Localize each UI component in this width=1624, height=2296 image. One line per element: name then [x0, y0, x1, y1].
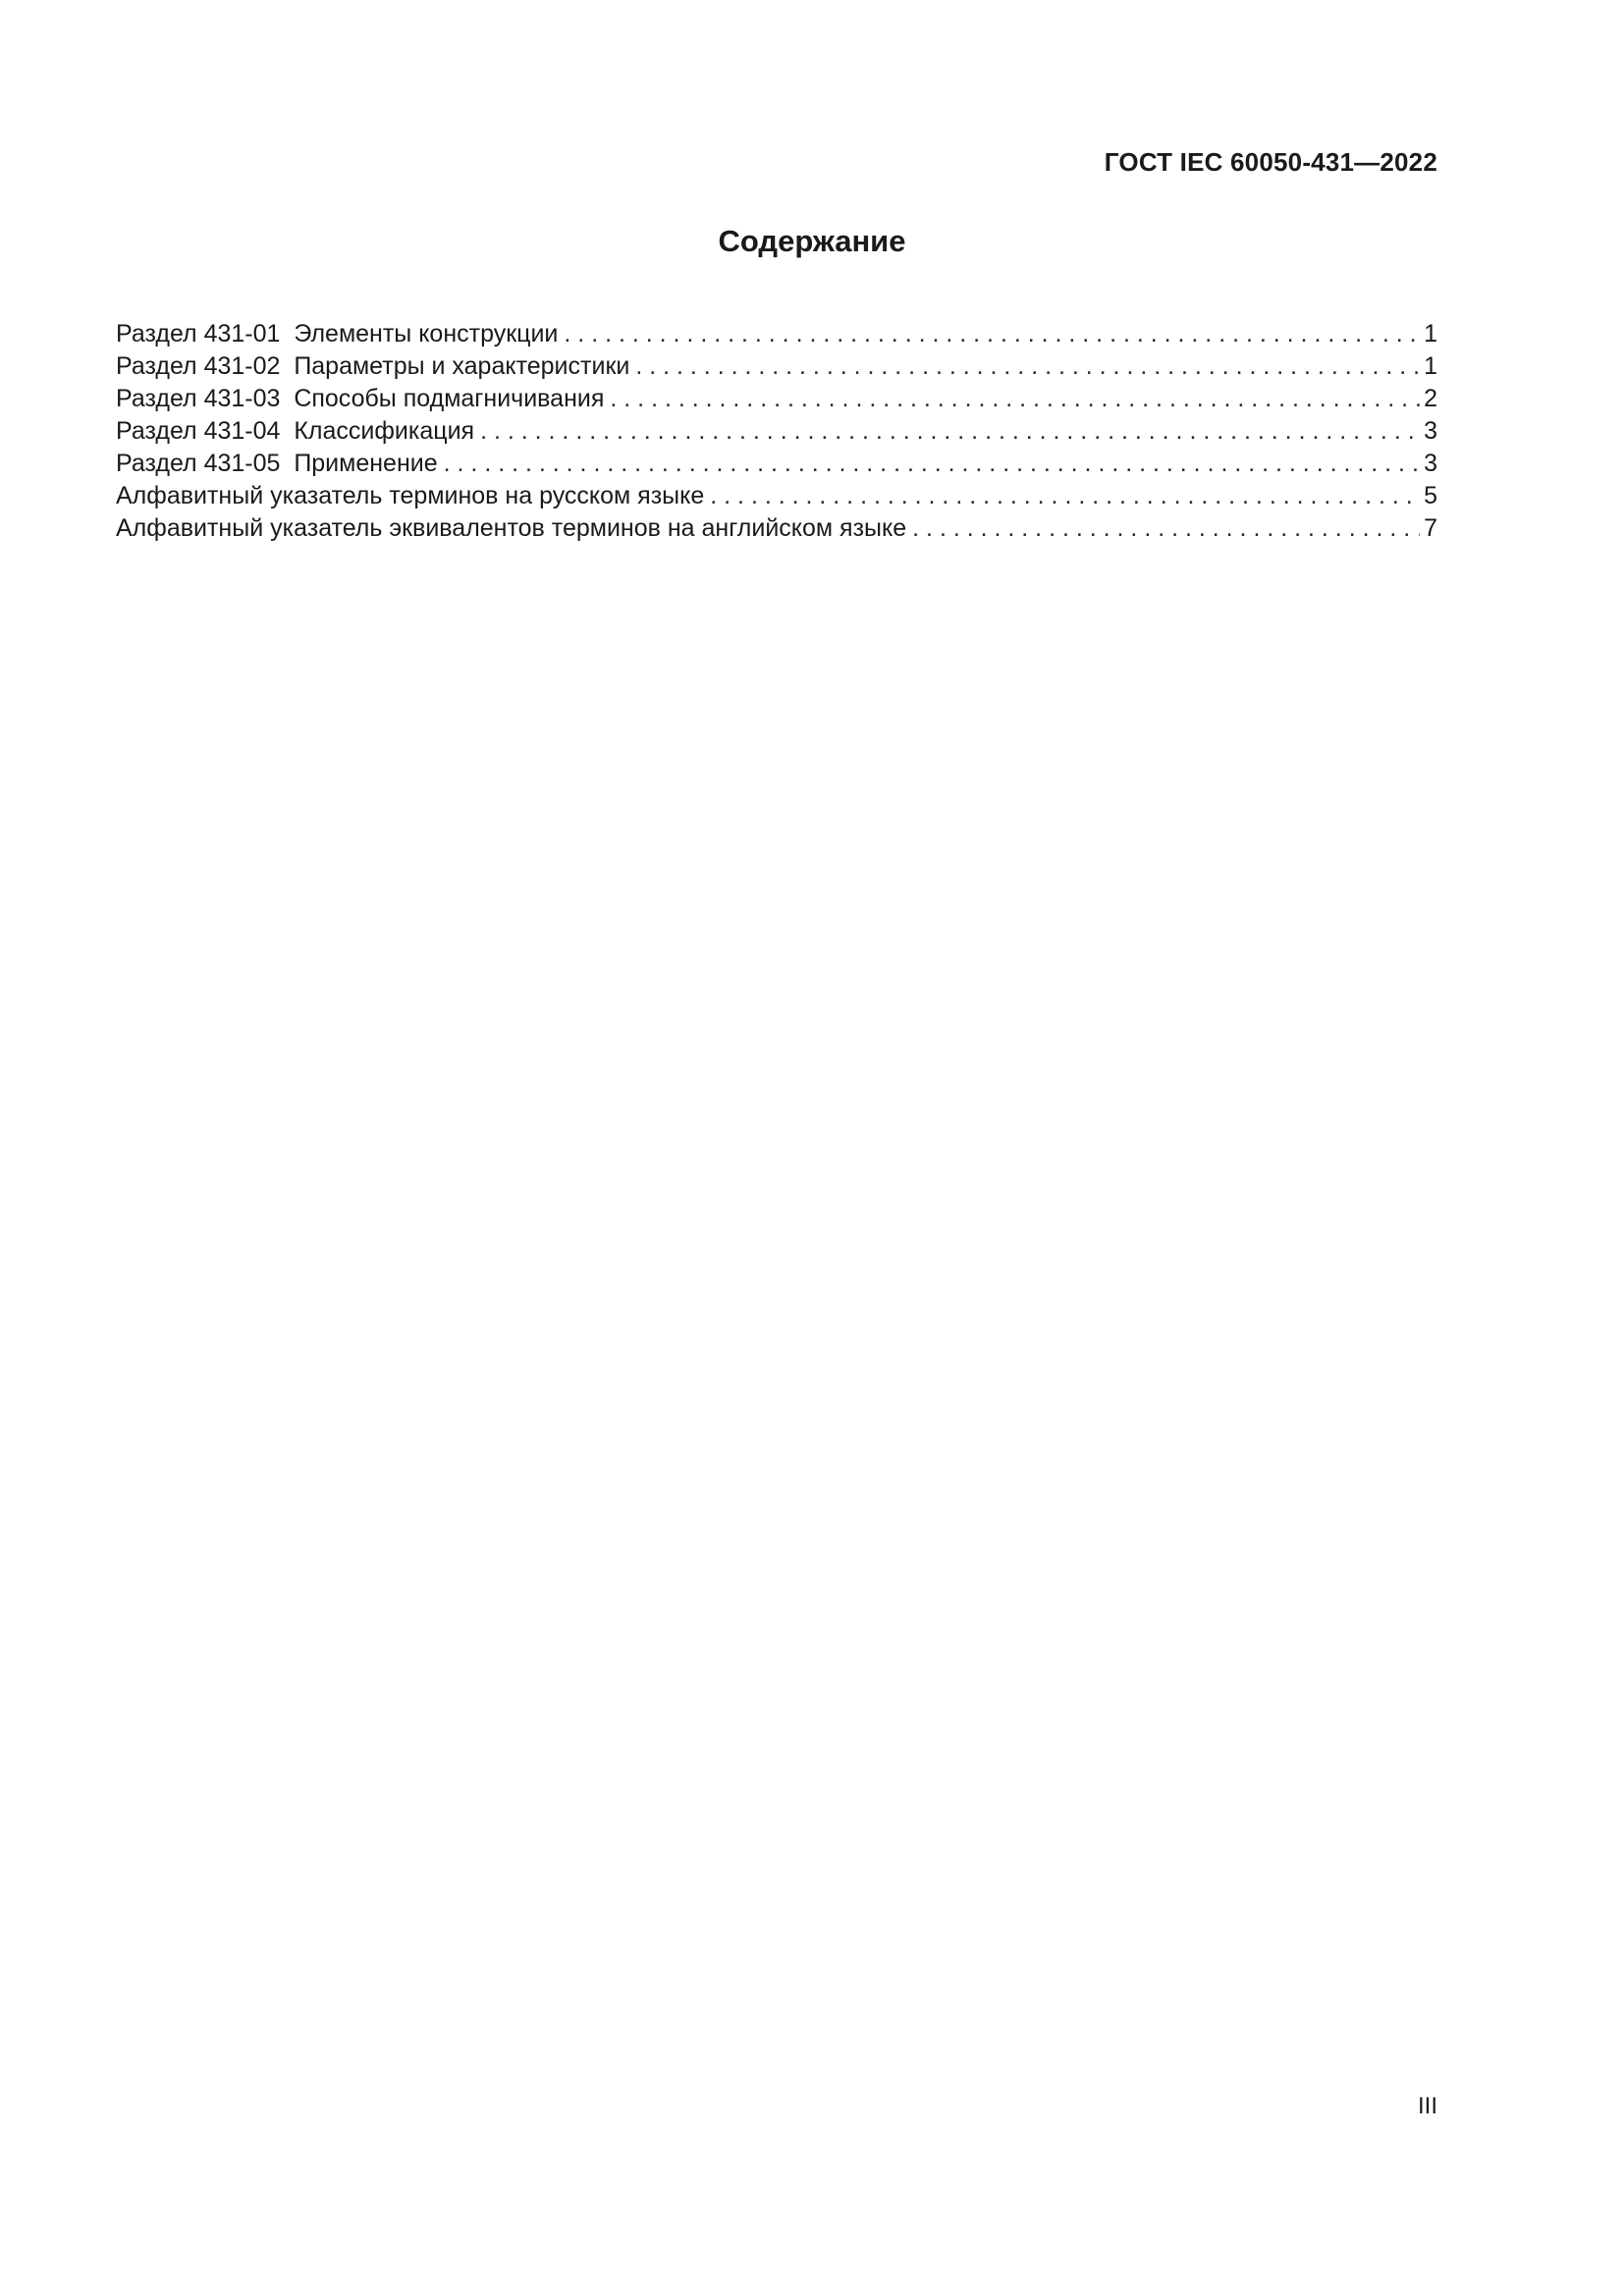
toc-entry-page: 2 [1424, 385, 1437, 412]
toc-entry-431-05[interactable] [116, 448, 1437, 480]
document-code: ГОСТ IEC 60050-431—2022 [1104, 147, 1437, 177]
toc-entry-label: Способы подмагничивания [294, 385, 605, 412]
toc-entry-number: Раздел 431-01 [116, 320, 295, 347]
dot-leader [480, 415, 1420, 448]
toc-entry-english-index[interactable] [116, 512, 1437, 545]
dot-leader [912, 512, 1420, 545]
toc-entry-number: Раздел 431-05 [116, 450, 295, 477]
toc-entry-431-04[interactable] [116, 415, 1437, 448]
toc-entry-label: Применение [294, 450, 438, 477]
toc-entry-number: Раздел 431-03 [116, 385, 295, 412]
dot-leader [710, 480, 1420, 512]
toc-entry-page: 5 [1424, 482, 1437, 509]
toc-entry-431-02[interactable] [116, 350, 1437, 383]
toc-entry-page: 1 [1424, 320, 1437, 347]
table-of-contents [116, 318, 1437, 545]
toc-entry-number: Раздел 431-04 [116, 417, 295, 445]
toc-entry-page: 3 [1424, 450, 1437, 477]
toc-entry-label: Алфавитный указатель эквивалентов терминов на английском языке [116, 514, 907, 542]
toc-entry-page: 7 [1424, 514, 1437, 542]
toc-entry-label: Элементы конструкции [294, 320, 559, 347]
toc-title: Содержание [718, 224, 906, 258]
toc-entry-431-03[interactable] [116, 383, 1437, 415]
toc-entry-label: Алфавитный указатель терминов на русском языке [116, 482, 705, 509]
toc-entry-number: Раздел 431-02 [116, 352, 295, 380]
toc-entry-russian-index[interactable] [116, 480, 1437, 512]
dot-leader [610, 383, 1420, 415]
dot-leader [444, 448, 1420, 480]
toc-entry-page: 1 [1424, 352, 1437, 380]
page-number: III [1417, 2093, 1437, 2119]
toc-entry-431-01[interactable] [116, 318, 1437, 350]
dot-leader [564, 318, 1420, 350]
toc-entry-label: Параметры и характеристики [294, 352, 630, 380]
toc-entry-label: Классификация [294, 417, 475, 445]
dot-leader [635, 350, 1420, 383]
toc-entry-page: 3 [1424, 417, 1437, 445]
